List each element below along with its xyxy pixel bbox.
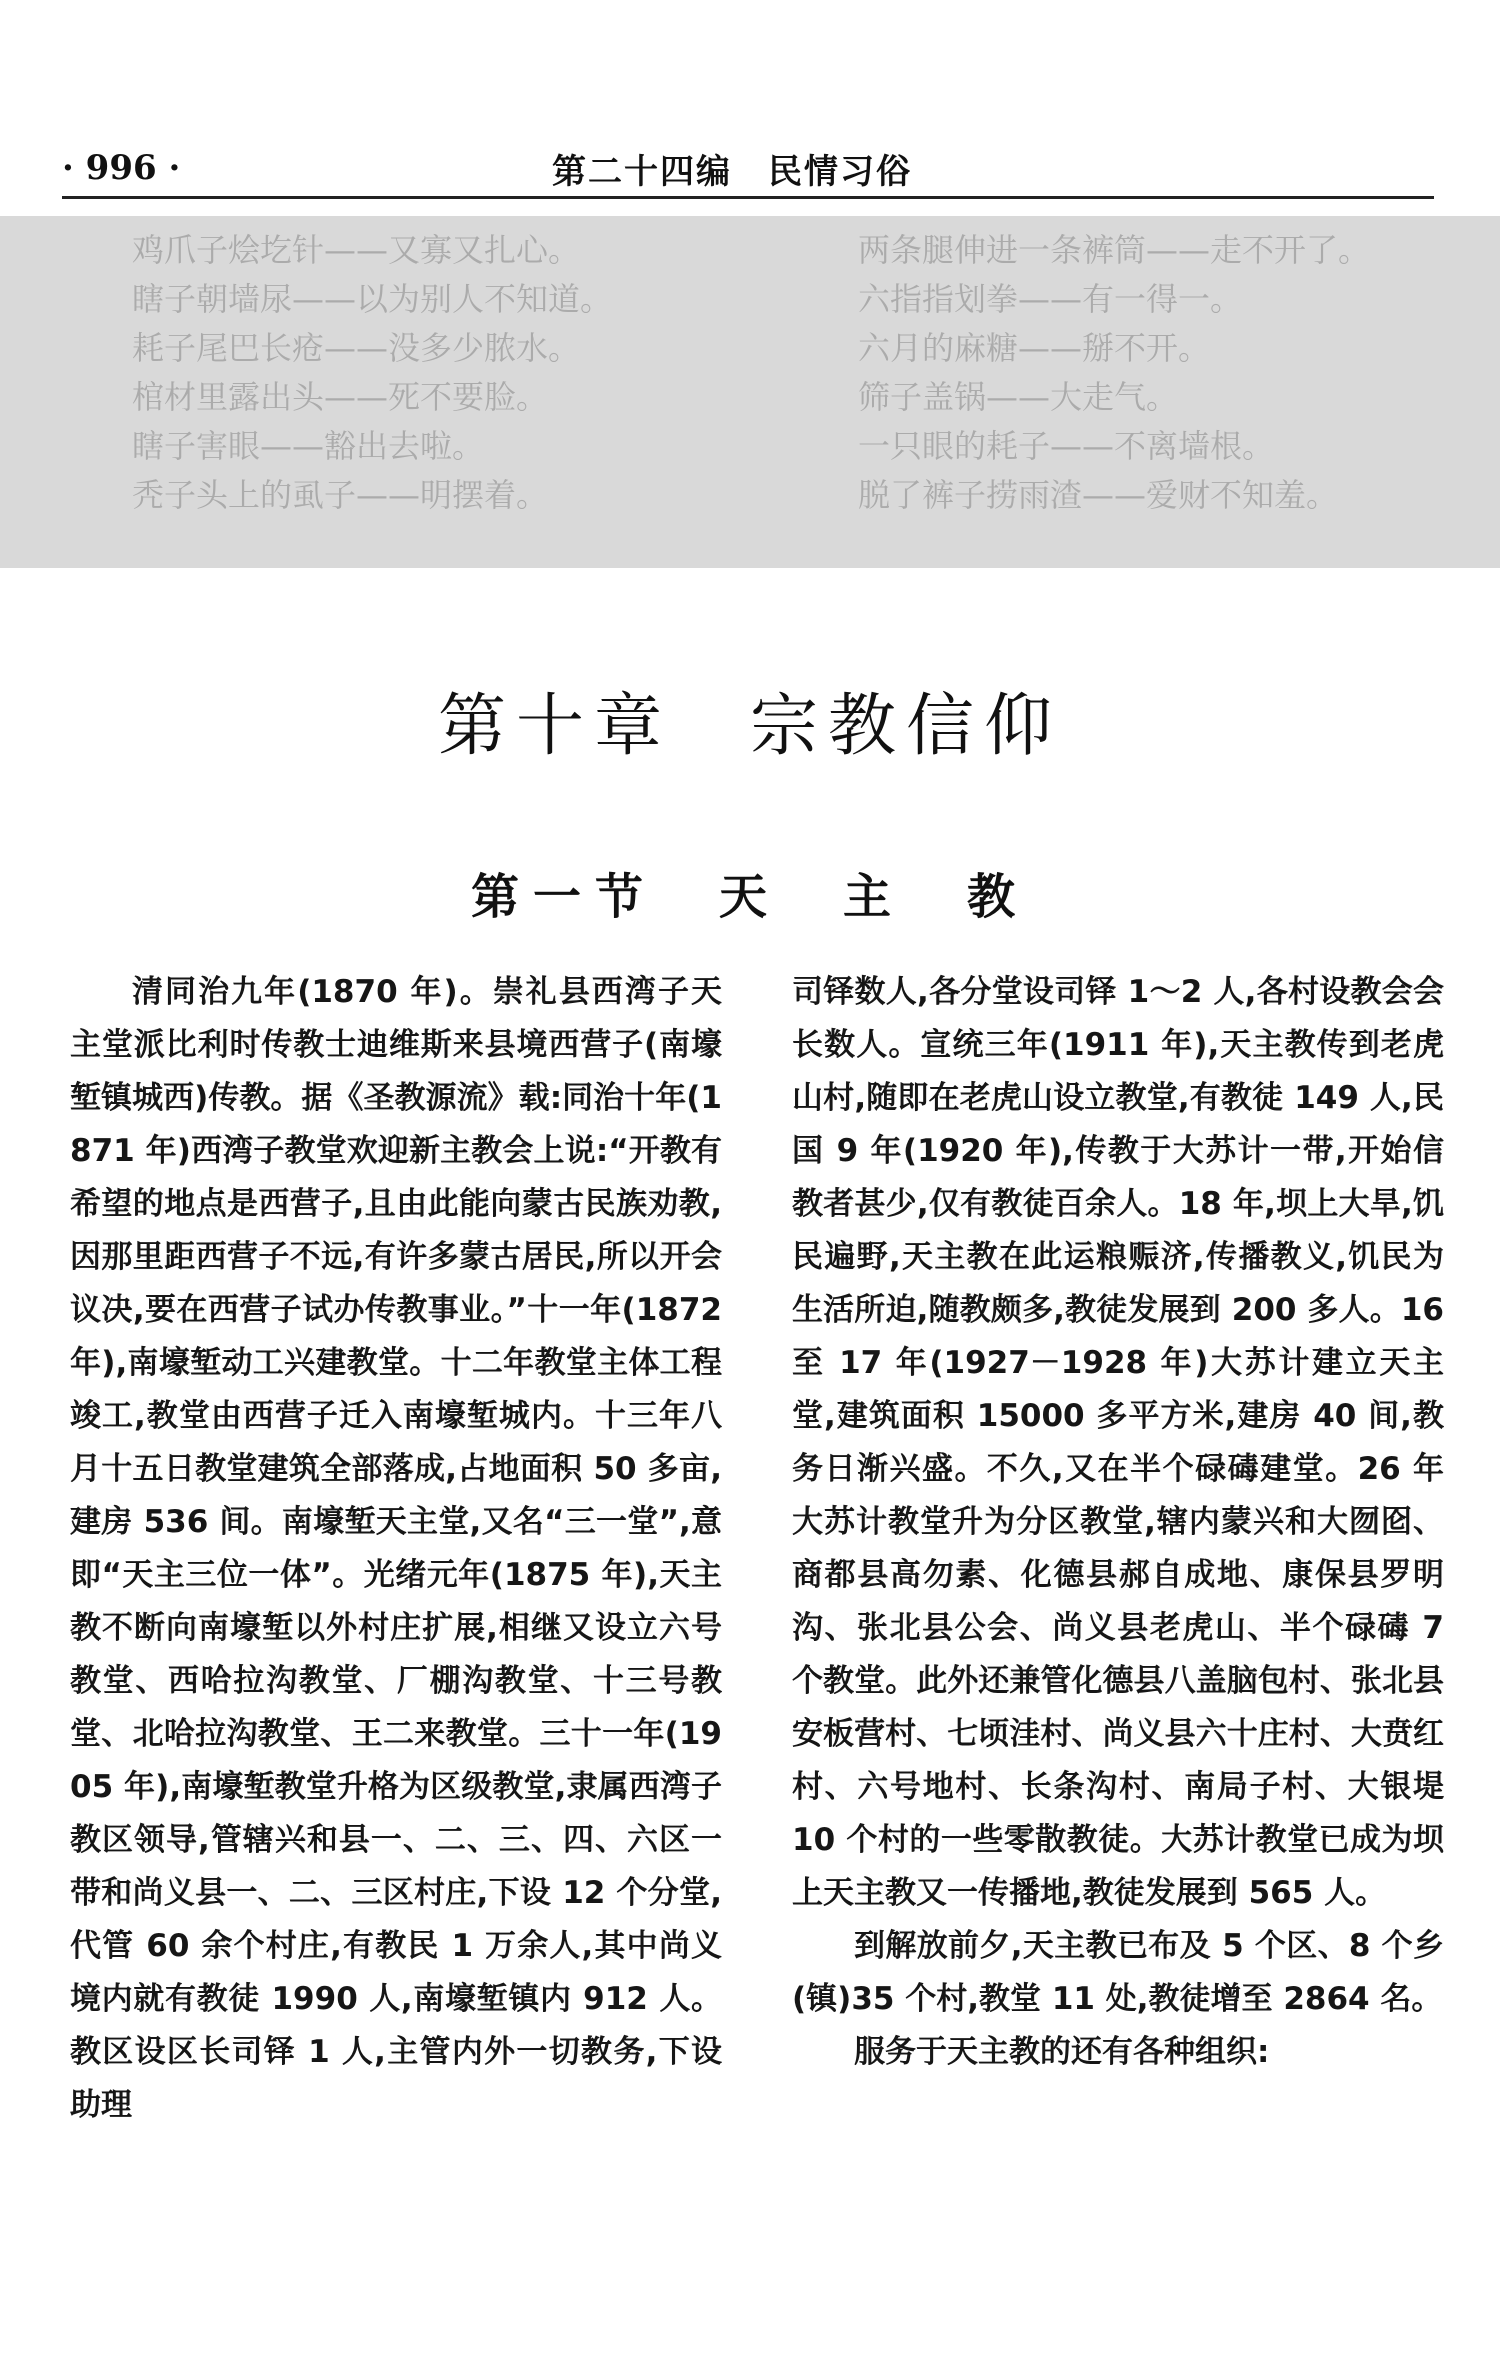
sayings-right-column bbox=[858, 226, 1370, 520]
running-title: 第二十四编 民情习俗 bbox=[552, 152, 912, 192]
sayings-left-column bbox=[132, 226, 612, 520]
page-header bbox=[62, 140, 1434, 200]
body-paragraph: 司铎数人,各分堂设司铎 1～2 人,各村设教会会长数人。宣统三年(1911 年),天主教传到老虎山村,随即在老虎山设立教堂,有教徒 149 人,民国 9 年(1920 年),传教于大苏计一带,开始信教者甚少,仅有教徒百余人。18 年,坝上大旱,饥民遍野,天主教在此运粮赈济,传播教义,饥民为生活所迫,随教颇多,教徒发展到 200 多人。16 至 17 年(1927－1928 年)大苏计建立天主堂,建筑面积 15000 多平方米,建房 40 间,教务日渐兴盛。不久,又在半个碌碡建堂。26 年大苏计教堂升为分区教堂,辖内蒙兴和大囫囵、商都县高勿素、化德县郝自成地、康保县罗明沟、张北县公会、尚义县老虎山、半个碌碡 7 个教堂。此外还兼管化德县八盖脑包村、张北县安板营村、七顷洼村、尚义县六十庄村、大贲红村、六号地村、长条沟村、南局子村、大银堤 10 个村的一些零散教徒。大苏计教堂已成为坝上天主教又一传播地,教徒发展到 565 人。 bbox=[792, 974, 1444, 1911]
body-left-column bbox=[70, 966, 722, 2132]
saying: 鸡爪子烩圪针——又寡又扎心。 bbox=[132, 231, 581, 269]
saying: 六月的麻糖——掰不开。 bbox=[858, 329, 1211, 367]
saying: 筛子盖锅——大走气。 bbox=[858, 378, 1179, 416]
saying: 耗子尾巴长疮——没多少脓水。 bbox=[132, 329, 581, 367]
sayings-block bbox=[0, 216, 1500, 568]
saying: 六指指划拳——有一得一。 bbox=[858, 280, 1243, 318]
saying: 瞎子朝墙尿——以为别人不知道。 bbox=[132, 280, 613, 318]
header-rule bbox=[62, 196, 1434, 199]
body-right-column bbox=[792, 966, 1444, 2079]
saying: 秃子头上的虱子——明摆着。 bbox=[132, 476, 549, 514]
saying: 棺材里露出头——死不要脸。 bbox=[132, 378, 549, 416]
body-paragraph: 清同治九年(1870 年)。崇礼县西湾子天主堂派比利时传教士迪维斯来县境西营子(南壕堑镇城西)传教。据《圣教源流》载:同治十年(1871 年)西湾子教堂欢迎新主教会上说:“开教有希望的地点是西营子,且由此能向蒙古民族劝教,因那里距西营子不远,有许多蒙古居民,所以开会议决,要在西营子试办传教事业。”十一年(1872 年),南壕堑动工兴建教堂。十二年教堂主体工程竣工,教堂由西营子迁入南壕堑城内。十三年八月十五日教堂建筑全部落成,占地面积 50 多亩,建房 536 间。南壕堑天主堂,又名“三一堂”,意即“天主三位一体”。光绪元年(1875 年),天主教不断向南壕堑以外村庄扩展,相继又设立六号教堂、西哈拉沟教堂、厂棚沟教堂、十三号教堂、北哈拉沟教堂、王二来教堂。三十一年(1905 年),南壕堑教堂升格为区级教堂,隶属西湾子教区领导,管辖兴和县一、二、三、四、六区一带和尚义县一、二、三区村庄,下设 12 个分堂,代管 60 余个村庄,有教民 1 万余人,其中尚义境内就有教徒 1990 人,南壕堑镇内 912 人。教区设区长司铎 1 人,主管内外一切教务,下设助理 bbox=[70, 974, 722, 2123]
body-paragraph: 到解放前夕,天主教已布及 5 个区、8 个乡(镇)35 个村,教堂 11 处,教徒增至 2864 名。 bbox=[792, 1928, 1444, 2017]
section-title: 第一节 天 主 教 bbox=[470, 869, 1029, 925]
saying: 瞎子害眼——豁出去啦。 bbox=[132, 427, 485, 465]
saying: 一只眼的耗子——不离墙根。 bbox=[858, 427, 1275, 465]
page-number: · 996 · bbox=[62, 148, 181, 188]
saying: 脱了裤子捞雨渣——爱财不知羞。 bbox=[858, 476, 1339, 514]
chapter-title: 第十章 宗教信仰 bbox=[437, 687, 1062, 766]
saying: 两条腿伸进一条裤筒——走不开了。 bbox=[858, 231, 1371, 269]
body-paragraph: 服务于天主教的还有各种组织: bbox=[854, 2034, 1270, 2070]
